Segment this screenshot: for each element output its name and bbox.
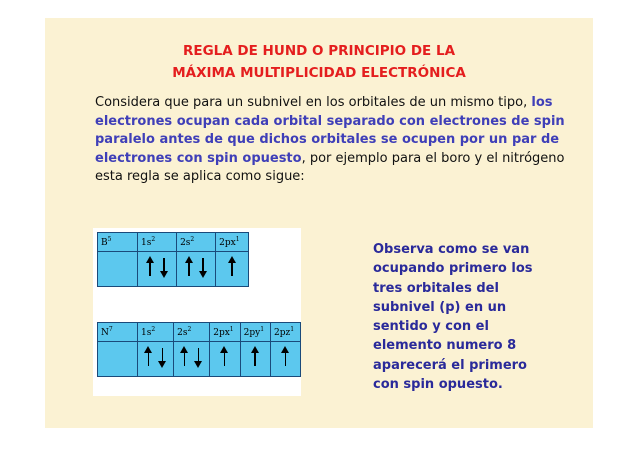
boron-element-label: $B^5$ xyxy=(98,233,138,252)
spin-up-arrow xyxy=(182,256,196,278)
boron-cell-1s xyxy=(138,252,177,287)
nitrogen-cell-2pz xyxy=(271,342,301,377)
paragraph-text-1: Considera que para un subnivel en los orbitales de un mismo tipo, xyxy=(95,95,532,110)
nitrogen-label-2py: $2py^1$ xyxy=(240,323,270,342)
spin-up-arrow xyxy=(143,256,157,278)
nitrogen-cell-2s xyxy=(174,342,210,377)
nitrogen-element-label: $N^7$ xyxy=(98,323,138,342)
boron-cell-2px xyxy=(216,252,249,287)
spin-up-arrow xyxy=(279,346,293,368)
observation-line: Observa como se van xyxy=(373,242,530,257)
spin-down-arrow xyxy=(156,346,170,368)
paragraph-highlight: los electrones ocupan cada orbital separado con electrones de spin paralelo antes de que dichos orbitales se ocupen por un par de electrones con spin opuesto xyxy=(95,95,565,166)
spin-up-arrow xyxy=(142,346,156,368)
title-line-2: MÁXIMA MULTIPLICIDAD ELECTRÓNICA xyxy=(172,65,466,81)
slide xyxy=(45,18,593,428)
boron-empty-cell xyxy=(98,252,138,287)
nitrogen-label-2pz: $2pz^1$ xyxy=(271,323,301,342)
slide-title xyxy=(45,40,593,84)
spin-down-arrow xyxy=(196,256,210,278)
title-line-1: REGLA DE HUND O PRINCIPIO DE LA xyxy=(182,43,456,59)
nitrogen-label-2px: $2px^1$ xyxy=(210,323,240,342)
nitrogen-label-2s: $2s^2$ xyxy=(174,323,210,342)
explanation-paragraph xyxy=(95,94,565,187)
boron-label-2px: $2px^1$ xyxy=(216,233,249,252)
nitrogen-cell-2py xyxy=(240,342,270,377)
nitrogen-orbital-table xyxy=(97,322,301,377)
boron-label-1s: $1s^2$ xyxy=(138,233,177,252)
observation-line: subnivel (p) en un xyxy=(373,299,507,315)
observation-line: tres orbitales del xyxy=(373,280,499,296)
nitrogen-label-1s: $1s^2$ xyxy=(138,323,174,342)
observation-line: aparecerá el primero xyxy=(373,357,527,373)
spin-up-arrow xyxy=(218,346,232,368)
spin-up-arrow xyxy=(178,346,192,368)
observation-line: elemento numero 8 xyxy=(373,338,517,354)
paragraph-text-2: , por ejemplo para el boro y el nitrógeno esta regla se aplica como sigue: xyxy=(95,150,565,185)
spin-down-arrow xyxy=(192,346,206,368)
observation-line: ocupando primero los xyxy=(373,261,533,277)
spin-down-arrow xyxy=(157,256,171,278)
boron-orbital-table xyxy=(97,232,249,287)
boron-label-2s: $2s^2$ xyxy=(177,233,216,252)
observation-line: con spin opuesto. xyxy=(373,377,503,393)
boron-cell-2s xyxy=(177,252,216,287)
spin-up-arrow xyxy=(225,256,239,278)
observation-line: sentido y con el xyxy=(373,319,489,335)
orbital-diagrams xyxy=(93,228,301,396)
nitrogen-cell-1s xyxy=(138,342,174,377)
nitrogen-cell-2px xyxy=(210,342,240,377)
spin-up-arrow xyxy=(248,346,262,368)
observation-note xyxy=(373,240,573,394)
nitrogen-empty-cell xyxy=(98,342,138,377)
